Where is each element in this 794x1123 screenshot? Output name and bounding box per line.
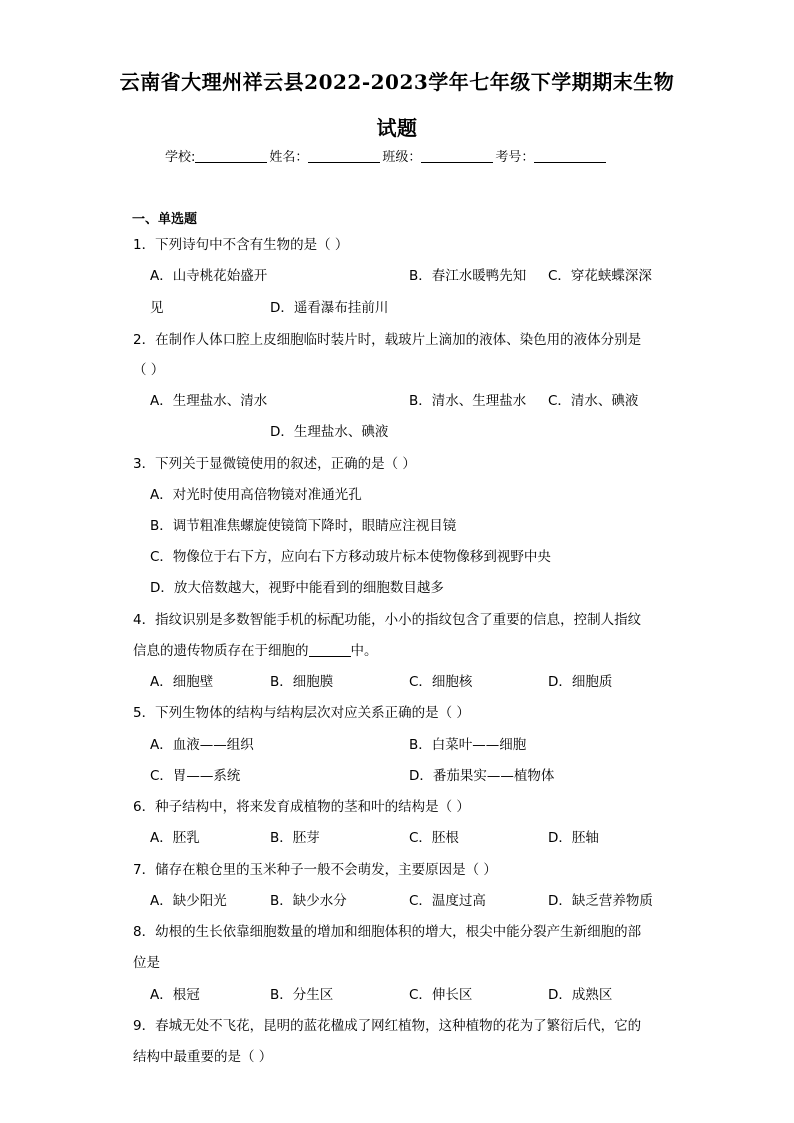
question-2-option-d: D．生理盐水、碘液: [270, 424, 389, 440]
question-1-option-d: D．遥看瀑布挂前川: [270, 300, 389, 316]
fill-in-blank: [309, 643, 351, 657]
question-2-option-c: C．清水、碘液: [548, 393, 639, 409]
question-4-stem-cont: [133, 639, 378, 659]
question-6-option-d: D．胚轴: [548, 830, 599, 846]
school-label: 学校:: [165, 150, 196, 165]
question-7-option-d: D．缺乏营养物质: [548, 893, 653, 909]
question-5-stem: 5．下列生物体的结构与结构层次对应关系正确的是（ ）: [133, 705, 470, 721]
question-4-option-c: C．细胞核: [409, 674, 473, 690]
question-3-option-a: A．对光时使用高倍物镜对准通光孔: [150, 487, 362, 503]
question-7-option-c: C．温度过高: [409, 893, 486, 909]
question-6-stem: 6．种子结构中，将来发育成植物的茎和叶的结构是（ ）: [133, 799, 470, 815]
question-8-option-d: D．成熟区: [548, 987, 613, 1003]
question-6-option-c: C．胚根: [409, 830, 459, 846]
question-5-option-c: C．胃——系统: [150, 768, 241, 784]
question-2-option-a: A．生理盐水、清水: [150, 393, 268, 409]
question-2-option-b: B．清水、生理盐水: [409, 393, 527, 409]
section-heading: 一、单选题: [132, 212, 198, 227]
question-3-option-d: D．放大倍数越大，视野中能看到的细胞数目越多: [150, 580, 444, 596]
number-label: 考号：: [495, 150, 535, 165]
question-2-stem: 2．在制作人体口腔上皮细胞临时装片时，载玻片上滴加的液体、染色用的液体分别是: [133, 332, 642, 348]
question-8-option-b: B．分生区: [270, 987, 334, 1003]
question-1-stem: 1．下列诗句中不含有生物的是（ ）: [133, 237, 349, 253]
question-4-option-a: A．细胞壁: [150, 674, 214, 690]
question-7-option-a: A．缺少阳光: [150, 893, 227, 909]
question-1-option-a: A．山寺桃花始盛开: [150, 268, 268, 284]
question-4-option-b: B．细胞膜: [270, 674, 334, 690]
question-5-option-d: D．番茄果实——植物体: [409, 768, 555, 784]
question-4-stem: 4．指纹识别是多数智能手机的标配功能，小小的指纹包含了重要的信息，控制人指纹: [133, 612, 642, 628]
question-7-stem: 7．储存在粮仓里的玉米种子一般不会萌发，主要原因是（ ）: [133, 862, 497, 878]
question-3-stem: 3．下列关于显微镜使用的叙述，正确的是（ ）: [133, 456, 416, 472]
school-blank: [195, 150, 267, 163]
question-3-option-c: C．物像位于右下方，应向右下方移动玻片标本使物像移到视野中央: [150, 549, 551, 565]
question-5-option-b: B．白菜叶——细胞: [409, 737, 527, 753]
question-6-option-b: B．胚芽: [270, 830, 320, 846]
exam-title-line1: 云南省大理州祥云县2022-2023学年七年级下学期期末生物: [119, 70, 675, 94]
question-3-option-b: B．调节粗准焦螺旋使镜筒下降时，眼睛应注视目镜: [150, 518, 457, 534]
question-4-stem-text: 信息的遗传物质存在于细胞的: [133, 643, 309, 659]
question-4-option-d: D．细胞质: [548, 674, 613, 690]
question-9-stem: 9．春城无处不飞花，昆明的蓝花楹成了网红植物，这种植物的花为了繁衍后代，它的: [133, 1018, 642, 1034]
exam-title-line2: 试题: [376, 116, 418, 140]
question-8-stem: 8．幼根的生长依靠细胞数量的增加和细胞体积的增大，根尖中能分裂产生新细胞的部: [133, 924, 642, 940]
question-1-option-b: B．春江水暖鸭先知: [409, 268, 527, 284]
question-8-option-a: A．根冠: [150, 987, 200, 1003]
question-9-stem-cont: 结构中最重要的是（ ）: [133, 1049, 273, 1065]
question-7-option-b: B．缺少水分: [270, 893, 347, 909]
question-2-stem-cont: （ ）: [133, 362, 165, 378]
question-8-stem-cont: 位是: [133, 955, 160, 971]
name-blank: [308, 150, 380, 163]
question-8-option-c: C．伸长区: [409, 987, 473, 1003]
name-label: 姓名：: [269, 150, 309, 165]
class-blank: [421, 150, 493, 163]
student-info-row: [165, 146, 608, 165]
question-1-option-c: C．穿花蛱蝶深深: [548, 268, 652, 284]
question-1-option-c-cont: 见: [150, 300, 164, 316]
question-6-option-a: A．胚乳: [150, 830, 200, 846]
number-blank: [534, 150, 606, 163]
question-4-stem-end: 中。: [350, 643, 378, 659]
class-label: 班级：: [382, 150, 422, 165]
question-5-option-a: A．血液——组织: [150, 737, 254, 753]
